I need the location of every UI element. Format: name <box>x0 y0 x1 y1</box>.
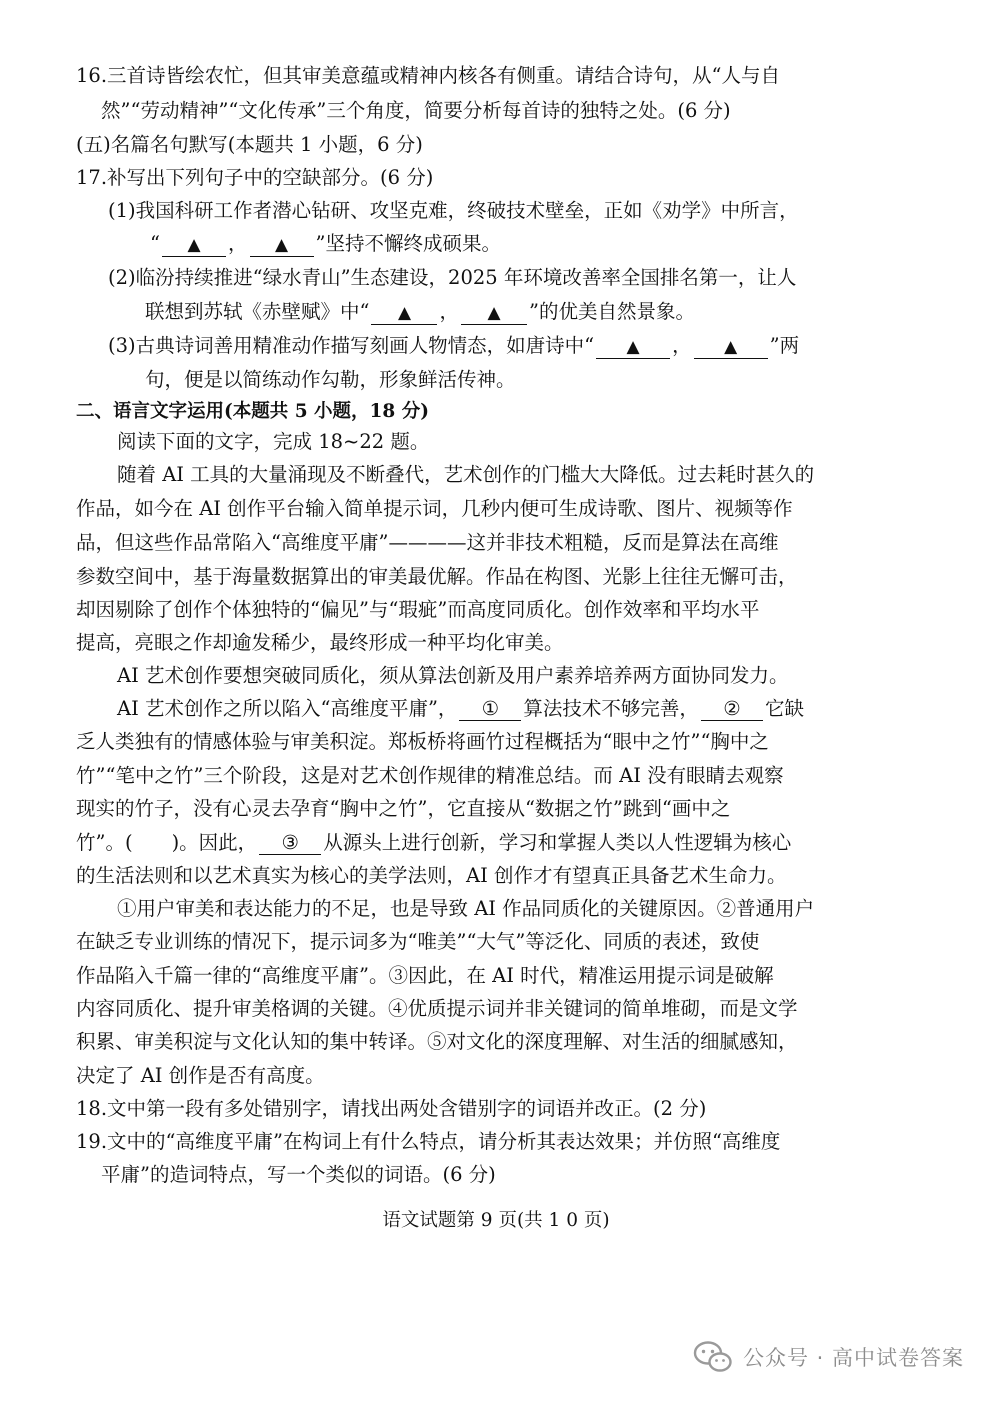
blank-triangle-icon: ▲ <box>397 303 412 323</box>
para4-line: 作品陷入千篇一律的“高维度平庸”。③因此，在 AI 时代，精准运用提示词是破解 <box>76 964 774 987</box>
q17-stem: 17.补写出下列句子中的空缺部分。(6 分) <box>76 166 434 189</box>
para1-line: 随着 AI 工具的大量涌现及不断叠代，艺术创作的门槛大大降低。过去耗时甚久的 <box>117 463 815 486</box>
blank-triangle-icon: ▲ <box>724 337 738 357</box>
q17-item3-line2: 句，便是以简练动作勾勒，形象鲜活传神。 <box>145 368 516 391</box>
q17-item2-line2 <box>145 297 695 327</box>
item2-prefix: 联想到苏轼《赤壁赋》中“ <box>145 300 370 323</box>
para3-line: 乏人类独有的情感体验与审美积淀。郑板桥将画竹过程概括为“眼中之竹”“胸中之 <box>76 730 769 753</box>
para3-text: AI 艺术创作之所以陷入“高维度平庸”， <box>117 697 458 720</box>
para3-line: 的生活法则和以艺术真实为核心的美学法则，AI 创作才有望真正具备艺术生命力。 <box>76 864 787 887</box>
fill-blank-2[interactable] <box>701 698 763 721</box>
quote-open: “ <box>150 232 160 255</box>
separator: ， <box>439 300 459 323</box>
para2: AI 艺术创作要想突破同质化，须从算法创新及用户素养培养两方面协同发力。 <box>117 664 789 687</box>
blank-triangle-icon: ▲ <box>274 235 289 255</box>
item2-suffix: ”的优美自然景象。 <box>529 300 695 323</box>
para3-line: 竹”“笔中之竹”三个阶段，这是对艺术创作规律的精准总结。而 AI 没有眼睛去观察 <box>76 764 784 787</box>
para1-line: 品，但这些作品常陷入“高维度平庸”————这并非技术粗糙，反而是算法在高维 <box>76 531 779 554</box>
answer-blank[interactable] <box>694 335 768 359</box>
q17-item3-line1 <box>108 331 799 361</box>
para1-line: 作品，如今在 AI 创作平台输入简单提示词，几秒内便可生成诗歌、图片、视频等作 <box>76 497 793 520</box>
para4-line: 在缺乏专业训练的情况下，提示词多为“唯美”“大气”等泛化、同质的表述，致使 <box>76 930 760 953</box>
blank-triangle-icon: ▲ <box>187 235 201 255</box>
fill-blank-1[interactable] <box>459 698 521 721</box>
para3-text: 从源头上进行创新，学习和掌握人类以人性逻辑为核心 <box>323 831 792 854</box>
section2-title: 二、语言文字运用(本题共 5 小题，18 分) <box>76 401 429 422</box>
para1-line: 参数空间中，基于海量数据算出的审美最优解。作品在构图、光影上往往无懈可击， <box>76 565 798 588</box>
para1-line: 却因剔除了创作个体独特的“偏见”与“瑕疵”而高度同质化。创作效率和平均水平 <box>76 598 760 621</box>
watermark-text: 公众号 · 高中试卷答案 <box>742 1346 964 1370</box>
reading-intro: 阅读下面的文字，完成 18~22 题。 <box>117 430 430 453</box>
answer-blank[interactable] <box>461 301 527 325</box>
para4-line: 决定了 AI 创作是否有高度。 <box>76 1064 325 1087</box>
q17-item1-line2 <box>150 229 501 259</box>
blank-triangle-icon: ▲ <box>487 303 501 323</box>
blank-number: ② <box>723 697 741 720</box>
answer-blank[interactable] <box>162 233 226 257</box>
para4-line: 积累、审美积淀与文化认知的集中转译。⑤对文化的深度理解、对生活的细腻感知， <box>76 1030 798 1053</box>
item3-suffix: ”两 <box>769 334 800 357</box>
blank-number: ③ <box>281 831 299 854</box>
para3-line1 <box>117 694 804 724</box>
blank-triangle-icon: ▲ <box>626 337 640 357</box>
section5-title: (五)名篇名句默写(本题共 1 小题，6 分) <box>76 133 423 156</box>
answer-blank[interactable] <box>250 233 314 257</box>
answer-blank[interactable] <box>371 301 437 325</box>
q16-line1: 16.三首诗皆绘农忙，但其审美意蕴或精神内核各有侧重。请结合诗句，从“人与自 <box>76 64 780 87</box>
wechat-icon <box>693 1340 733 1374</box>
para3-text: 算法技术不够完善， <box>523 697 699 720</box>
blank-number: ① <box>481 697 500 720</box>
para3-line: 现实的竹子，没有心灵去孕育“胸中之竹”，它直接从“数据之竹”跳到“画中之 <box>76 797 731 820</box>
q19-line1: 19.文中的“高维度平庸”在构词上有什么特点，请分析其表达效果；并仿照“高维度 <box>76 1130 781 1153</box>
q17-item1-line1: (1)我国科研工作者潜心钻研、攻坚克难，终破技术壁垒，正如《劝学》中所言， <box>108 199 799 222</box>
quote-close-text: ”坚持不懈终成硕果。 <box>315 232 501 255</box>
answer-blank[interactable] <box>596 335 670 359</box>
q16-line2: 然”“劳动精神”“文化传承”三个角度，简要分析每首诗的独特之处。(6 分) <box>101 99 731 122</box>
page-footer: 语文试题第 9 页(共 1 0 页) <box>382 1210 610 1231</box>
q19-line2: 平庸”的造词特点，写一个类似的词语。(6 分) <box>101 1163 496 1186</box>
q17-item2-line1: (2)临汾持续推进“绿水青山”生态建设，2025 年环境改善率全国排名第一，让人 <box>108 266 797 289</box>
para4-line: ①用户审美和表达能力的不足，也是导致 AI 作品同质化的关键原因。②普通用户 <box>117 897 815 920</box>
separator: ， <box>227 232 248 255</box>
para3-text: 竹”。( )。因此， <box>76 831 258 854</box>
para3-line5 <box>76 828 791 858</box>
para3-text: 它缺 <box>764 697 804 720</box>
para4-line: 内容同质化、提升审美格调的关键。④优质提示词并非关键词的简单堆砌，而是文学 <box>76 997 798 1020</box>
item3-prefix: (3)古典诗词善用精准动作描写刻画人物情态，如唐诗中“ <box>108 334 595 357</box>
watermark <box>693 1340 964 1374</box>
fill-blank-3[interactable] <box>259 832 321 855</box>
para1-line: 提高，亮眼之作却逾发稀少，最终形成一种平均化审美。 <box>76 631 564 654</box>
q18: 18.文中第一段有多处错别字，请找出两处含错别字的词语并改正。(2 分) <box>76 1097 707 1120</box>
separator: ， <box>672 334 692 357</box>
